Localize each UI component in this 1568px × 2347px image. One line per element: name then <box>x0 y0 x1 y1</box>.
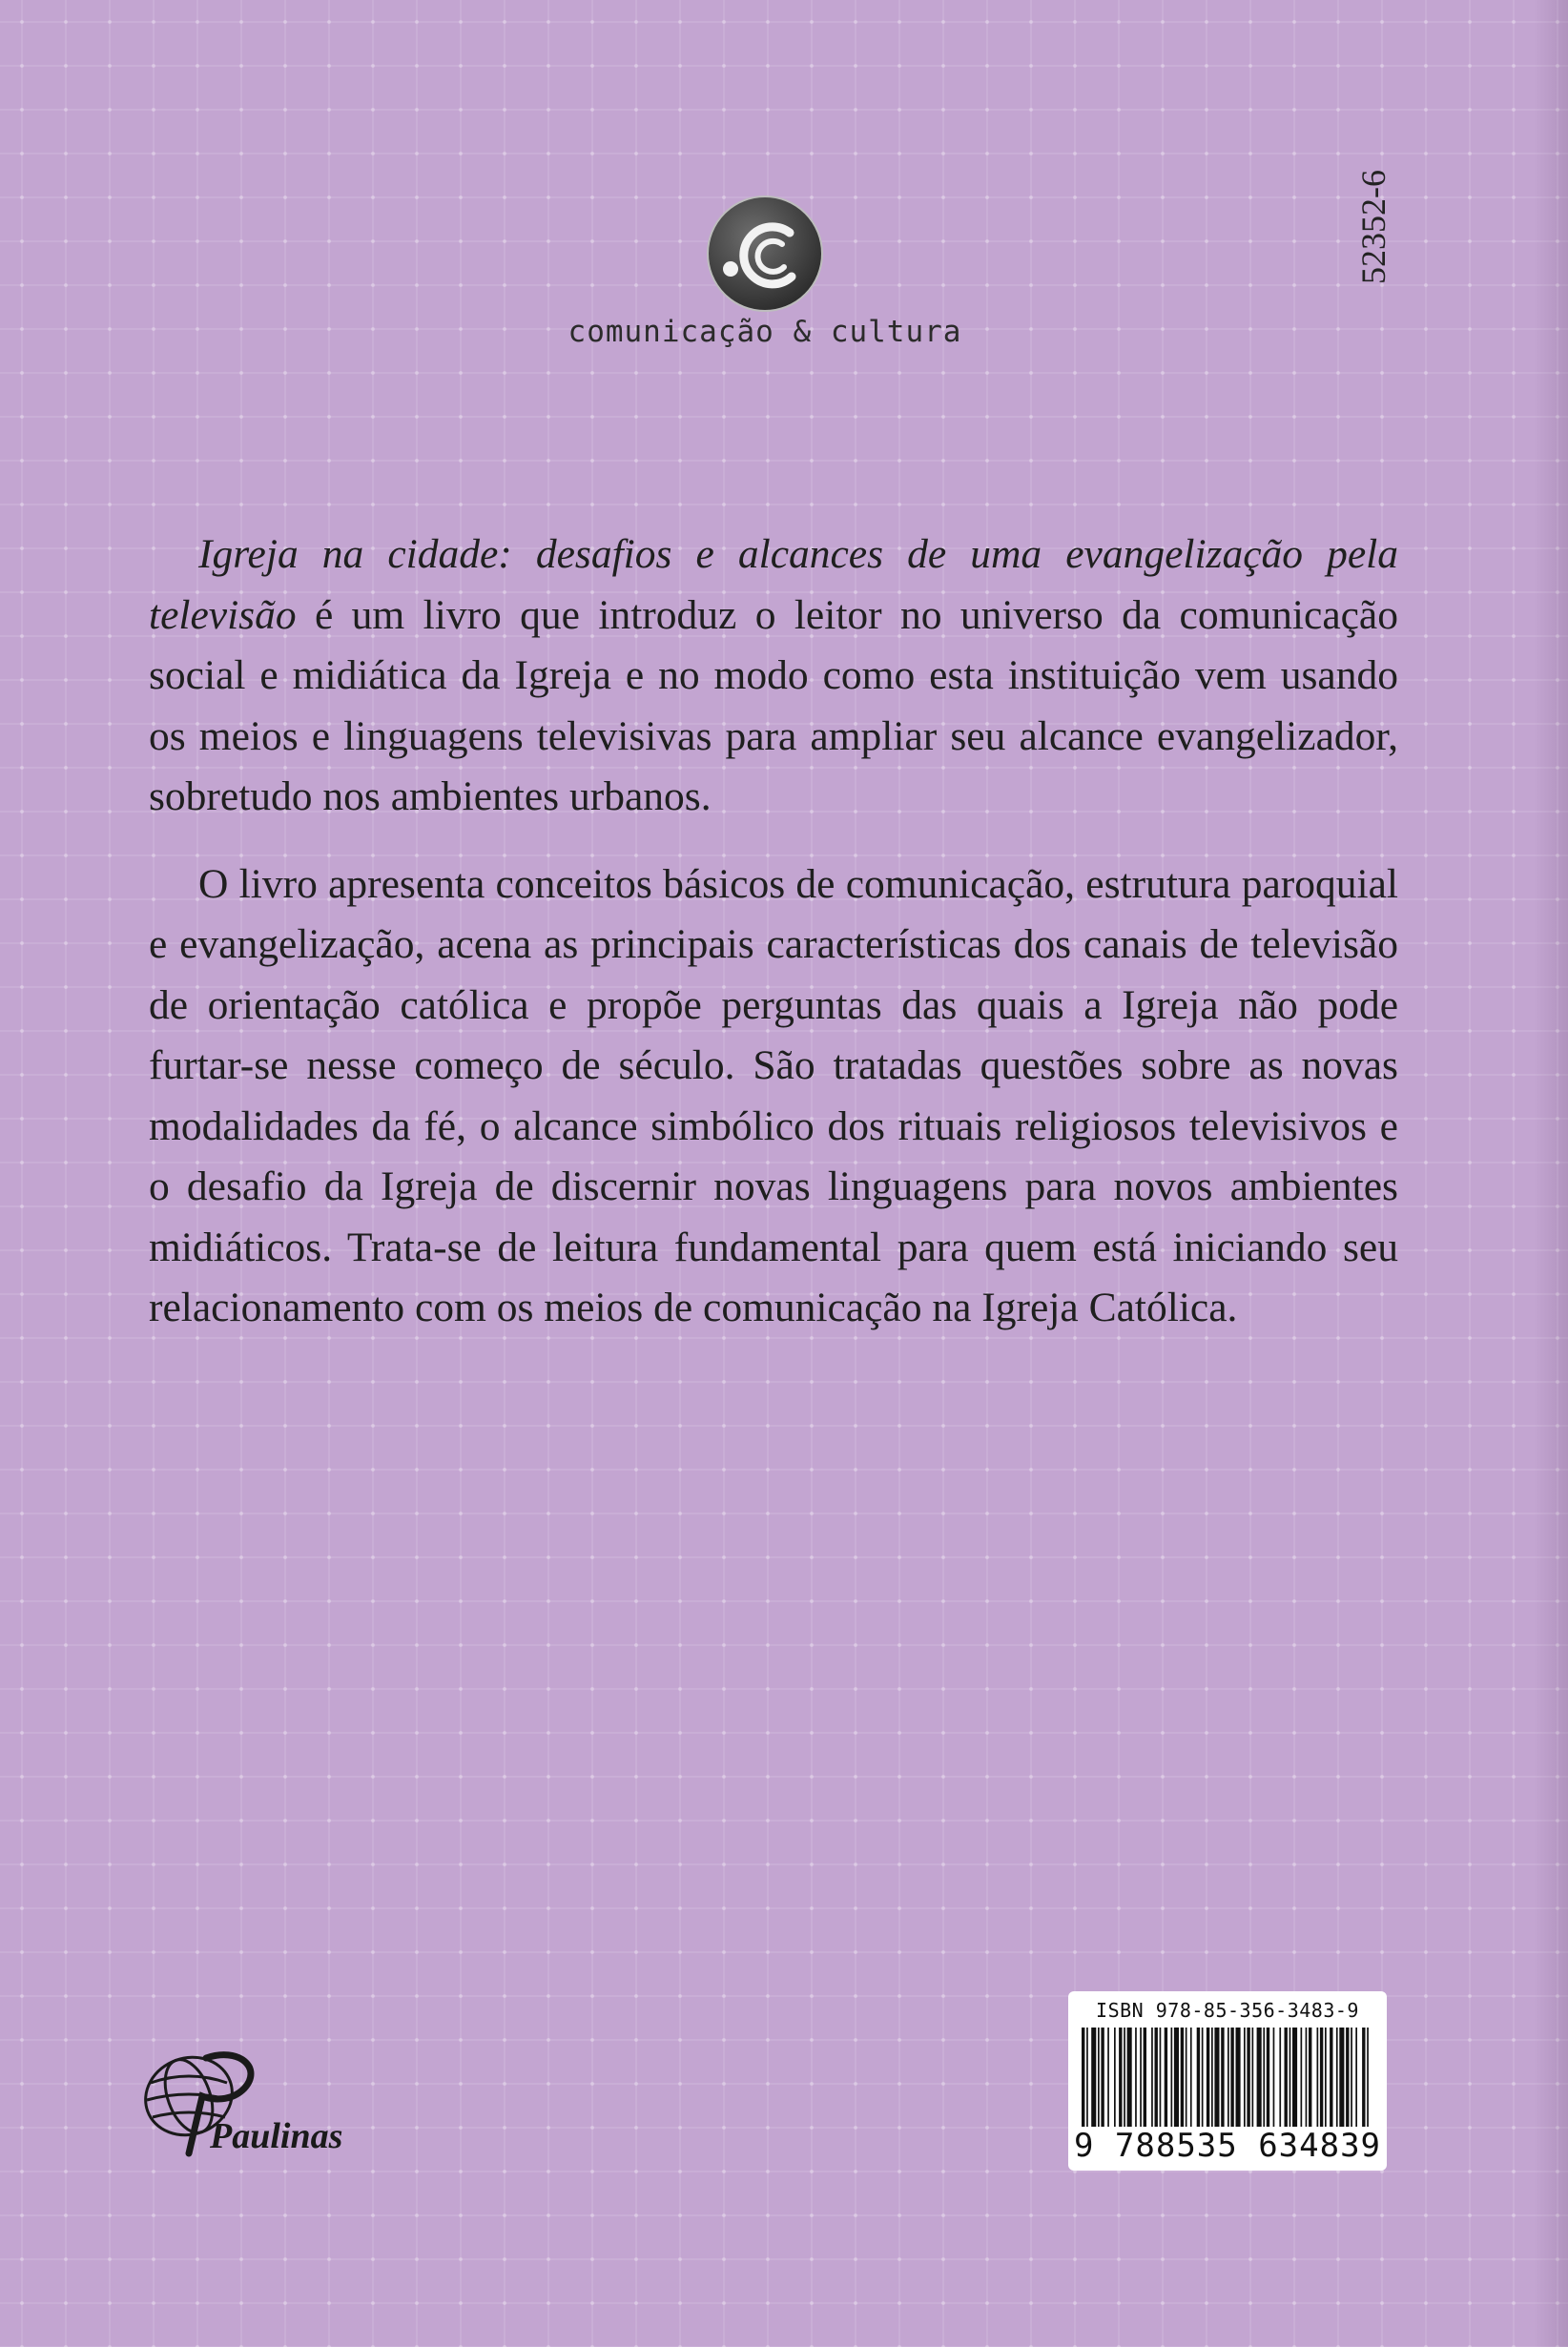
barcode-bar <box>1140 2028 1142 2127</box>
book-title: Igreja na cidade: desafios e alcances de uma evangelização pela televisão <box>149 531 1398 638</box>
barcode-bar <box>1362 2028 1365 2127</box>
barcode-bar <box>1228 2028 1229 2127</box>
barcode-bar <box>1181 2028 1184 2127</box>
barcode-bar <box>1267 2028 1269 2127</box>
barcode-bar <box>1325 2028 1327 2127</box>
barcode-bar <box>1289 2028 1291 2127</box>
barcode-bar <box>1190 2028 1192 2127</box>
barcode-bar <box>1135 2028 1137 2127</box>
barcode-bar <box>1273 2028 1275 2127</box>
barcode-bar <box>1197 2028 1200 2127</box>
cover-edge-shadow <box>1534 0 1568 2347</box>
publisher-logo <box>132 2041 361 2165</box>
barcode-bar <box>1119 2028 1122 2127</box>
barcode-bar <box>1155 2028 1158 2127</box>
barcode-bar <box>1236 2028 1241 2127</box>
barcode-bar <box>1127 2028 1132 2127</box>
blurb-paragraph-2: O livro apresenta conceitos básicos de comunicação, estrutura paroquial e evangelização, acena as principais características dos canais de televisão de orientação católica e propõe perguntas das quais a Igreja não pode furtar-se nesse começo de século. São tratadas questões sobre as novas modalidades da fé, o alcance simbólico dos rituais religiosos televisivos e o desafio da Igreja de discernir novas linguagens para novos ambientes midiáticos. Trata-se de leitura fundamental para quem está iniciando seu relacionamento com os meios de comunicação na Igreja Católica. <box>149 860 1398 1330</box>
barcode-bar <box>1367 2028 1369 2127</box>
barcode-bar <box>1160 2028 1162 2127</box>
catalog-code: 52352-6 <box>1354 170 1393 284</box>
barcode-bar <box>1263 2028 1265 2127</box>
blurb-paragraph-1 <box>149 525 1398 828</box>
barcode-bar <box>1221 2028 1224 2127</box>
barcode-icon <box>1078 2028 1377 2127</box>
barcode-bar <box>1151 2028 1153 2127</box>
barcode-bar <box>1114 2028 1116 2127</box>
barcode-bar <box>1320 2028 1323 2127</box>
barcode-bar <box>1214 2028 1219 2127</box>
barcode-bar <box>1082 2028 1084 2127</box>
barcode-bar <box>1279 2028 1281 2127</box>
barcode-bar <box>1124 2028 1125 2127</box>
barcode-digits: 9 788535 634839 <box>1073 2127 1382 2165</box>
barcode-bar <box>1285 2028 1288 2127</box>
barcode-bar <box>1247 2028 1249 2127</box>
barcode-bar <box>1186 2028 1187 2127</box>
barcode-bar <box>1257 2028 1262 2127</box>
barcode-bar <box>1107 2028 1109 2127</box>
barcode-bar <box>1230 2028 1233 2127</box>
barcode-bar <box>1252 2028 1254 2127</box>
barcode-bar <box>1086 2028 1088 2127</box>
paulinas-globe-logo-icon <box>132 2041 361 2165</box>
barcode-bar <box>1207 2028 1209 2127</box>
blurb-paragraph-1-text: é um livro que introduz o leitor no universo da comunicação social e midiática da Igreja e no modo como esta instituição vem usando os meios e linguagens televisivas para ampliar seu alcance evangelizador, sobretudo nos ambientes urbanos. <box>149 591 1398 819</box>
barcode-bar <box>1171 2028 1173 2127</box>
barcode-bar <box>1301 2028 1303 2127</box>
barcode-bar <box>1336 2028 1338 2127</box>
blurb <box>149 525 1398 1339</box>
barcode-bar <box>1144 2028 1146 2127</box>
barcode-bar <box>1165 2028 1167 2127</box>
barcode-bar <box>1244 2028 1246 2127</box>
isbn-label: ISBN 978-85-356-3483-9 <box>1096 1999 1359 2022</box>
barcode-bar <box>1211 2028 1213 2127</box>
barcode-bar <box>1339 2028 1344 2127</box>
barcode-bar <box>1330 2028 1332 2127</box>
series-c-logo-icon <box>706 195 824 313</box>
barcode-bar <box>1091 2028 1096 2127</box>
barcode-bar <box>1351 2028 1352 2127</box>
barcode-bar <box>1355 2028 1357 2127</box>
barcode-bar <box>1306 2028 1308 2127</box>
barcode-bar <box>1346 2028 1349 2127</box>
barcode-label <box>1068 1991 1387 2171</box>
series-label: comunicação & cultura <box>567 315 962 349</box>
barcode-bar <box>1317 2028 1319 2127</box>
barcode-bar <box>1202 2028 1204 2127</box>
barcode-bar <box>1098 2028 1100 2127</box>
barcode-bar <box>1101 2028 1104 2127</box>
publisher-name: Paulinas <box>210 2116 343 2156</box>
barcode-bar <box>1309 2028 1311 2127</box>
barcode-bar <box>1174 2028 1179 2127</box>
barcode-bar <box>1292 2028 1297 2127</box>
